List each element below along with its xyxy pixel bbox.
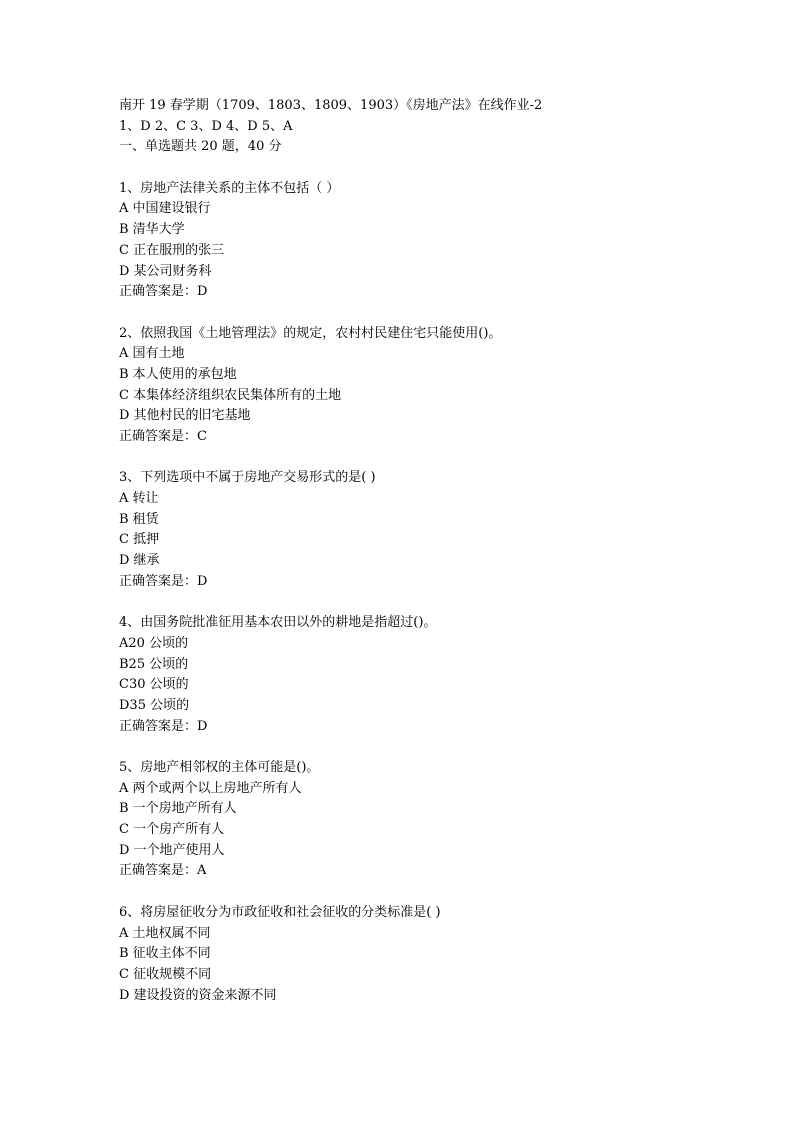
question-1 bbox=[119, 179, 759, 303]
question-stem: 5、房地产相邻权的主体可能是()。 bbox=[119, 760, 320, 775]
option-b: B 清华大学 bbox=[119, 222, 185, 238]
option-d: D 其他村民的旧宅基地 bbox=[119, 408, 251, 424]
option-c: C 正在服刑的张三 bbox=[119, 242, 225, 258]
option-d: D 某公司财务科 bbox=[119, 263, 212, 279]
option-d: D 继承 bbox=[119, 553, 160, 569]
option-a: A20 公顷的 bbox=[119, 635, 189, 651]
question-stem: 6、将房屋征收分为市政征收和社会征收的分类标准是( ) bbox=[119, 904, 441, 920]
option-c: C 本集体经济组织农民集体所有的土地 bbox=[119, 387, 342, 403]
option-c: C 征收规模不同 bbox=[119, 966, 212, 982]
correct-answer: 正确答案是：A bbox=[119, 863, 207, 879]
option-d: D 一个地产使用人 bbox=[119, 842, 225, 858]
option-d: D35 公顷的 bbox=[119, 697, 190, 713]
option-a: A 两个或两个以上房地产所有人 bbox=[119, 780, 302, 796]
option-c: C 抵押 bbox=[119, 532, 160, 548]
option-b: B25 公顷的 bbox=[119, 656, 189, 672]
option-b: B 租赁 bbox=[119, 511, 159, 527]
document-title: 南开 19 春学期（1709、1803、1809、1903）《房地产法》在线作业-2 bbox=[119, 98, 543, 113]
correct-answer: 正确答案是：D bbox=[119, 573, 208, 589]
option-a: A 中国建设银行 bbox=[119, 201, 211, 217]
question-3 bbox=[119, 468, 759, 592]
option-b: B 征收主体不同 bbox=[119, 946, 211, 962]
option-a: A 土地权属不同 bbox=[119, 925, 211, 941]
option-c: C 一个房产所有人 bbox=[119, 822, 225, 838]
question-stem: 2、依照我国《土地管理法》的规定，农村村民建住宅只能使用()。 bbox=[119, 325, 502, 341]
correct-answer: 正确答案是：D bbox=[119, 284, 208, 300]
question-stem: 3、下列选项中不属于房地产交易形式的是( ) bbox=[119, 470, 376, 486]
question-stem: 1、房地产法律关系的主体不包括（ ） bbox=[119, 180, 340, 196]
section-heading: 一、单选题共 20 题，40 分 bbox=[119, 139, 282, 155]
document-page bbox=[119, 96, 759, 1006]
option-d: D 建设投资的资金来源不同 bbox=[119, 987, 277, 1003]
question-6 bbox=[119, 903, 759, 1006]
question-2 bbox=[119, 324, 759, 448]
question-4 bbox=[119, 613, 759, 737]
question-5 bbox=[119, 758, 759, 882]
option-b: B 一个房地产所有人 bbox=[119, 801, 237, 817]
option-a: A 国有土地 bbox=[119, 346, 185, 362]
option-b: B 本人使用的承包地 bbox=[119, 366, 237, 382]
answer-key-line: 1、D 2、C 3、D 4、D 5、A bbox=[119, 118, 293, 134]
question-stem: 4、由国务院批准征用基本农田以外的耕地是指超过()。 bbox=[119, 615, 437, 631]
option-a: A 转让 bbox=[119, 491, 159, 507]
option-c: C30 公顷的 bbox=[119, 677, 189, 693]
correct-answer: 正确答案是：C bbox=[119, 429, 207, 444]
correct-answer: 正确答案是：D bbox=[119, 718, 208, 734]
